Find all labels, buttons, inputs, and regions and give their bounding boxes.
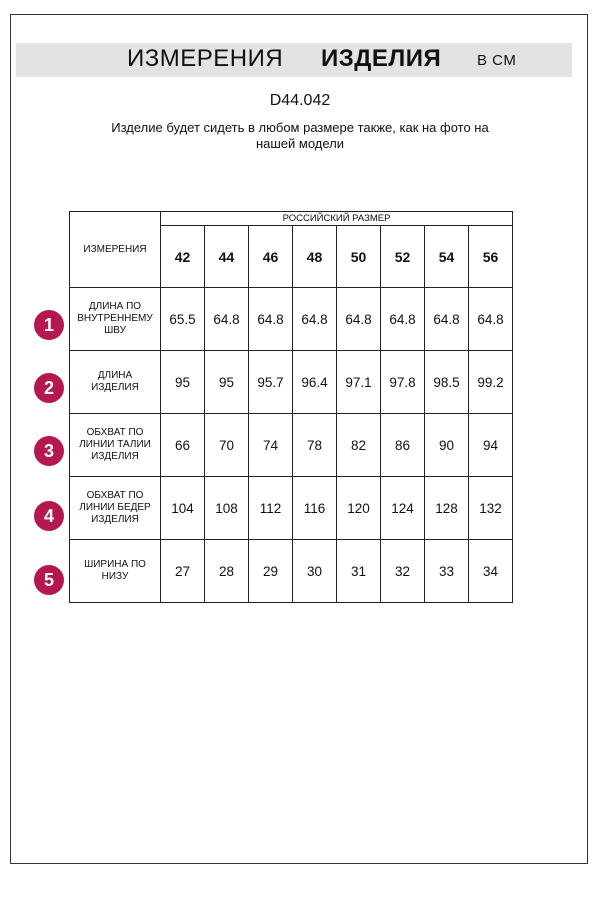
size-header: 52 [381,226,425,288]
measurement-value: 30 [293,540,337,603]
measurement-label [70,288,161,351]
measurement-value: 104 [161,477,205,540]
measurement-label-line: НИЗУ [101,571,129,582]
measurement-value: 132 [469,477,513,540]
measurement-value: 97.8 [381,351,425,414]
measurement-value: 64.8 [249,288,293,351]
measurement-label-line: ДЛИНА [97,370,133,381]
fit-note-line-2: нашей модели [255,136,345,151]
measurement-value: 108 [205,477,249,540]
measurement-label-line: ДЛИНА ПО [88,301,142,312]
corner-label: ИЗМЕРЕНИЯ [70,212,161,288]
title-unit: В СМ [477,52,517,69]
measurement-value: 99.2 [469,351,513,414]
size-header: 44 [205,226,249,288]
measurement-value: 74 [249,414,293,477]
title-measurements: ИЗМЕРЕНИЯ [127,45,284,72]
size-header: 42 [161,226,205,288]
size-header: 50 [337,226,381,288]
measurement-value: 94 [469,414,513,477]
measurement-value: 82 [337,414,381,477]
measurement-value: 64.8 [337,288,381,351]
measurement-value: 29 [249,540,293,603]
measurement-label-line: ИЗДЕЛИЯ [91,382,139,393]
measurement-label-line: ВНУТРЕННЕМУ [77,313,153,324]
measurement-value: 31 [337,540,381,603]
measurement-value: 27 [161,540,205,603]
measurement-value: 78 [293,414,337,477]
size-header: 46 [249,226,293,288]
measurement-value: 28 [205,540,249,603]
size-group-label: РОССИЙСКИЙ РАЗМЕР [161,212,513,226]
measurement-label-line: ИЗДЕЛИЯ [91,451,139,462]
measurement-label-line: ШВУ [104,325,126,336]
measurement-value: 97.1 [337,351,381,414]
measurement-value: 120 [337,477,381,540]
measurement-value: 64.8 [469,288,513,351]
measurement-value: 70 [205,414,249,477]
measurement-value: 98.5 [425,351,469,414]
measurement-label-line: ЛИНИИ БЕДЕР [79,502,151,513]
measurement-value: 96.4 [293,351,337,414]
fit-note [80,120,520,152]
table-header-row-1 [70,212,513,226]
measurement-label-line: ЛИНИИ ТАЛИИ [79,439,151,450]
size-header: 48 [293,226,337,288]
measurement-value: 95.7 [249,351,293,414]
measurement-value: 95 [161,351,205,414]
table-row [70,477,513,540]
row-number-badge: 2 [34,373,64,403]
measurement-label [70,414,161,477]
product-code: D44.042 [269,92,331,109]
measurement-value: 112 [249,477,293,540]
measurement-label [70,351,161,414]
measurement-value: 64.8 [205,288,249,351]
row-number-badge: 5 [34,565,64,595]
measurement-value: 64.8 [381,288,425,351]
measurement-value: 64.8 [425,288,469,351]
measurement-value: 124 [381,477,425,540]
row-number-badge: 1 [34,310,64,340]
table-row [70,351,513,414]
measurement-value: 32 [381,540,425,603]
measurement-value: 64.8 [293,288,337,351]
measurement-value: 66 [161,414,205,477]
table-row [70,540,513,603]
table-row [70,288,513,351]
measurement-label [70,540,161,603]
size-header: 54 [425,226,469,288]
measurement-label-line: ИЗДЕЛИЯ [91,514,139,525]
measurement-value: 90 [425,414,469,477]
measurement-value: 33 [425,540,469,603]
title-item: ИЗДЕЛИЯ [321,45,442,72]
measurement-value: 95 [205,351,249,414]
measurement-label-line: ОБХВАТ ПО [86,490,144,501]
measurement-label [70,477,161,540]
row-number-badge: 3 [34,436,64,466]
size-header: 56 [469,226,513,288]
table-row [70,414,513,477]
measurement-label-line: ОБХВАТ ПО [86,427,144,438]
measurement-value: 34 [469,540,513,603]
measurements-table [69,211,513,603]
measurement-value: 128 [425,477,469,540]
measurement-value: 65.5 [161,288,205,351]
measurement-label-line: ШИРИНА ПО [84,559,146,570]
fit-note-line-1: Изделие будет сидеть в любом размере также, как на фото на [111,120,489,135]
measurement-value: 86 [381,414,425,477]
row-number-badge: 4 [34,501,64,531]
measurement-value: 116 [293,477,337,540]
